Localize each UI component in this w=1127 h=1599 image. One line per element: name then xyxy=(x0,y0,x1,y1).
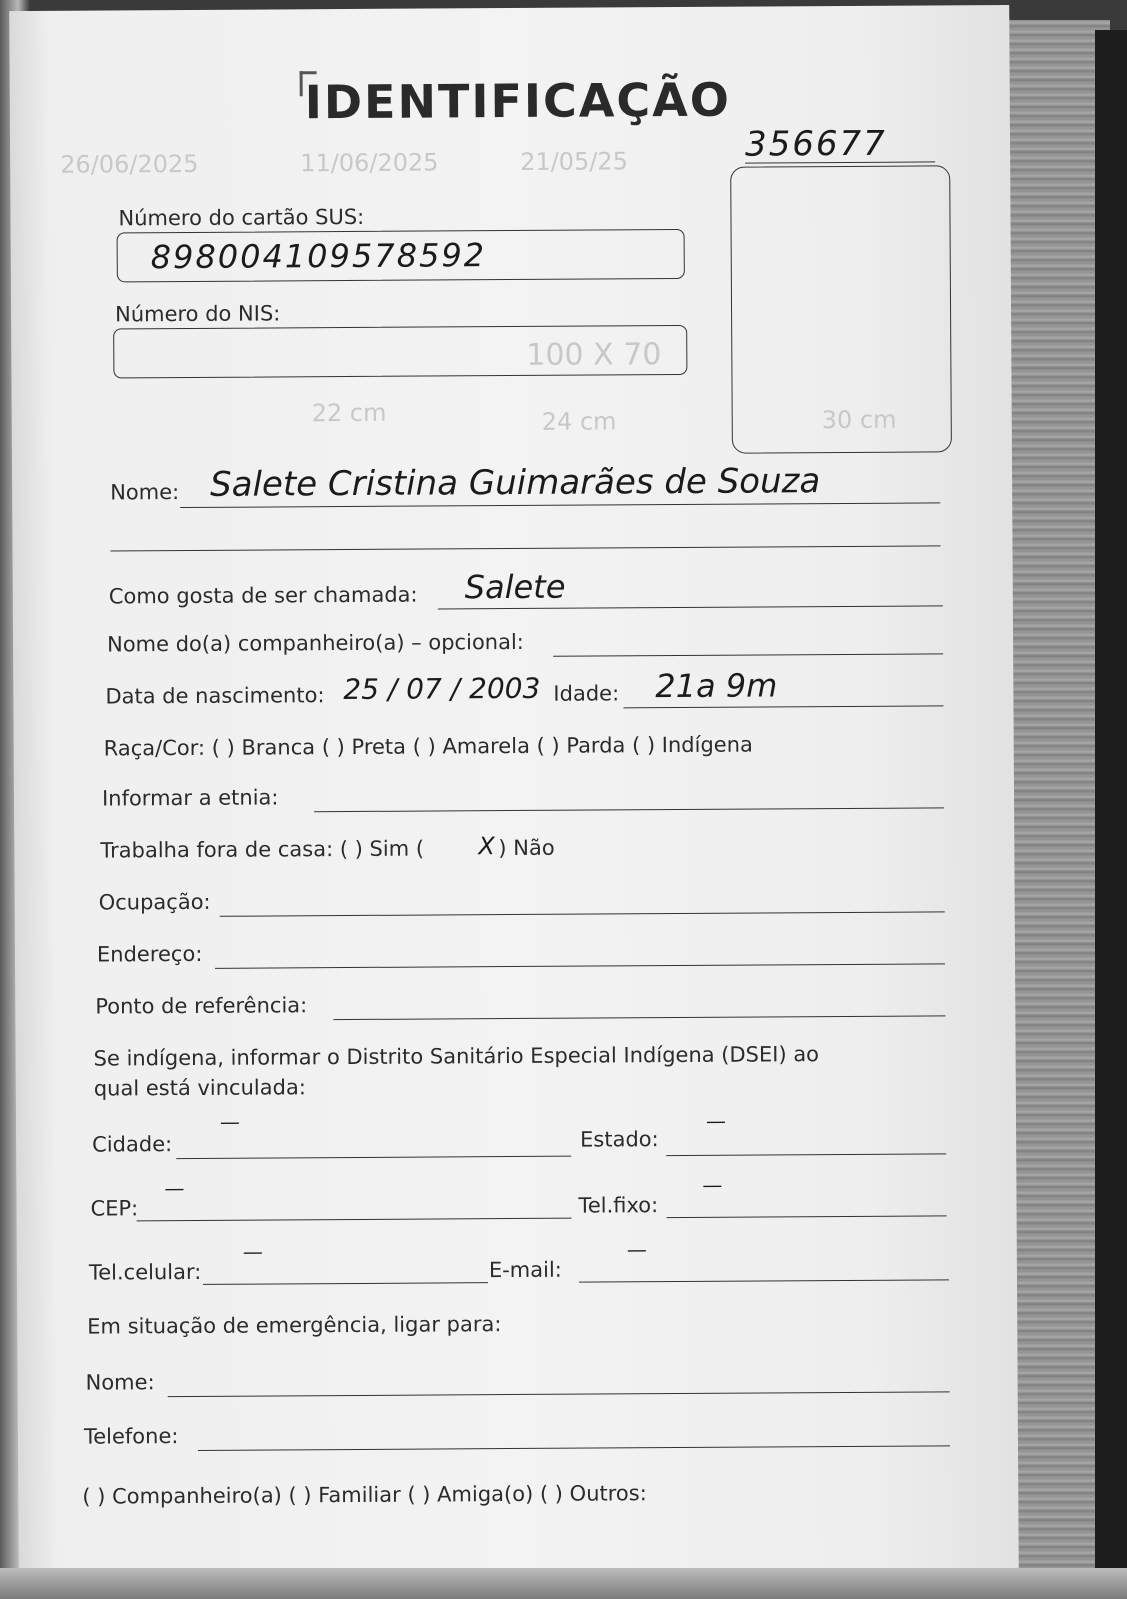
cep-label: CEP: xyxy=(90,1196,139,1221)
cep-line[interactable] xyxy=(137,1218,572,1222)
emerg-tel-label: Telefone: xyxy=(83,1424,179,1449)
email-dash: — xyxy=(626,1237,647,1262)
relacao-options[interactable]: ( ) Companheiro(a) ( ) Familiar ( ) Amiga(o) ( ) Outros: xyxy=(82,1481,647,1509)
bleed-text: 22 cm xyxy=(311,398,387,428)
photo-box xyxy=(730,165,952,453)
referencia-label: Ponto de referência: xyxy=(95,993,308,1019)
cep-dash: — xyxy=(164,1176,185,1201)
emergencia-label: Em situação de emergência, ligar para: xyxy=(87,1312,502,1339)
ocupacao-label: Ocupação: xyxy=(98,889,211,915)
email-line[interactable] xyxy=(579,1279,949,1282)
bleed-text: 26/06/2025 xyxy=(60,149,199,179)
companheiro-line[interactable] xyxy=(553,653,943,656)
nascimento-value: 25 / 07 / 2003 xyxy=(343,671,541,707)
trabalha-label: Trabalha fora de casa: ( ) Sim ( xyxy=(100,836,425,863)
nome-label: Nome: xyxy=(110,480,180,505)
endereco-line[interactable] xyxy=(215,963,945,968)
emerg-nome-line[interactable] xyxy=(168,1391,950,1397)
bleed-text: 11/06/2025 xyxy=(300,148,439,178)
scan-dark-edge xyxy=(1095,30,1127,1599)
cidade-dash: — xyxy=(219,1109,241,1134)
nis-field[interactable] xyxy=(113,325,687,379)
scan-bottom-shadow xyxy=(0,1568,1127,1599)
record-number: 356677 xyxy=(744,123,887,165)
etnia-line[interactable] xyxy=(314,807,944,812)
nis-label: Número do NIS: xyxy=(114,301,281,327)
idade-line[interactable] xyxy=(623,705,943,708)
idade-label: Idade: xyxy=(553,681,620,706)
form-title: IDENTIFICAÇÃO xyxy=(304,72,732,130)
bleed-text: 100 X 70 xyxy=(526,337,662,373)
emerg-nome-label: Nome: xyxy=(85,1370,155,1395)
telfixo-line[interactable] xyxy=(667,1215,947,1218)
nascimento-label: Data de nascimento: xyxy=(105,683,325,709)
estado-label: Estado: xyxy=(580,1127,659,1152)
form-page xyxy=(9,5,1019,1583)
telcel-label: Tel.celular: xyxy=(88,1259,202,1285)
idade-value: 21a 9m xyxy=(655,666,778,706)
telcel-dash: — xyxy=(242,1239,263,1264)
trabalha-nao: ) Não xyxy=(498,835,555,861)
chamada-value: Salete xyxy=(464,567,566,607)
telcel-line[interactable] xyxy=(203,1282,488,1285)
companheiro-label: Nome do(a) companheiro(a) – opcional: xyxy=(107,629,524,657)
chamada-label: Como gosta de ser chamada: xyxy=(108,582,418,609)
telfixo-label: Tel.fixo: xyxy=(578,1193,659,1218)
dsei-text-2: qual está vinculada: xyxy=(93,1075,306,1101)
bleed-text: 30 cm xyxy=(821,405,897,435)
cidade-line[interactable] xyxy=(176,1156,571,1159)
referencia-line[interactable] xyxy=(333,1015,945,1020)
emerg-tel-line[interactable] xyxy=(198,1445,950,1451)
bleed-text: 24 cm xyxy=(541,407,617,436)
ocupacao-line[interactable] xyxy=(220,911,945,916)
estado-line[interactable] xyxy=(666,1153,946,1156)
sus-label: Número do cartão SUS: xyxy=(118,204,365,231)
nome-value: Salete Cristina Guimarães de Souza xyxy=(209,461,821,505)
telfixo-dash: — xyxy=(702,1172,723,1197)
estado-dash: — xyxy=(705,1108,727,1133)
trabalha-mark[interactable]: X xyxy=(478,832,495,861)
email-label: E-mail: xyxy=(488,1257,562,1283)
cidade-label: Cidade: xyxy=(92,1132,173,1157)
etnia-label: Informar a etnia: xyxy=(101,785,279,811)
dsei-text-1: Se indígena, informar o Distrito Sanitário Especial Indígena (DSEI) ao xyxy=(93,1042,820,1071)
nome-line-2[interactable] xyxy=(111,545,941,551)
sus-value: 898004109578592 xyxy=(150,236,487,277)
bleed-text: 21/05/25 xyxy=(520,147,629,176)
endereco-label: Endereço: xyxy=(96,941,203,967)
raca-options[interactable]: Raça/Cor: ( ) Branca ( ) Preta ( ) Amarela ( ) Parda ( ) Indígena xyxy=(103,732,753,761)
